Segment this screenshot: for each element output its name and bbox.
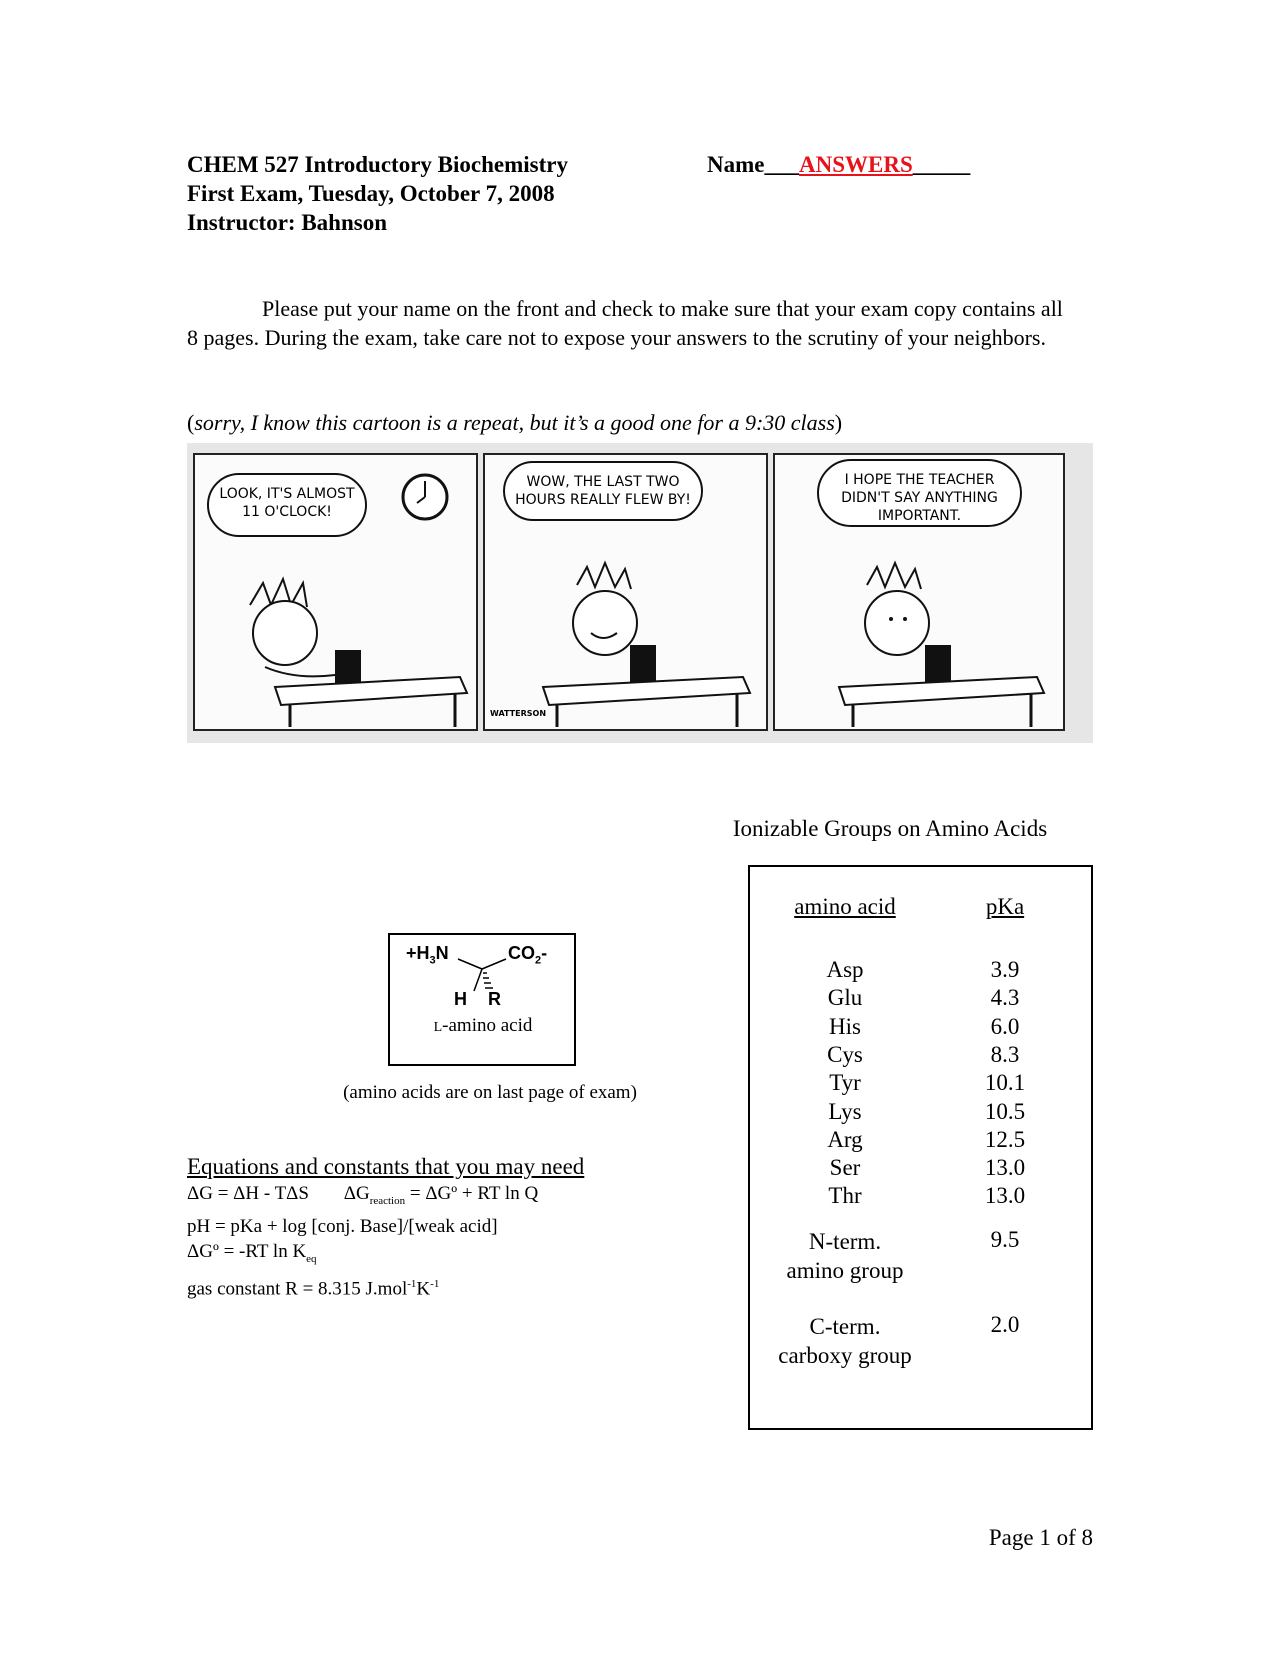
pka-row-value: 4.3 xyxy=(990,985,1020,1011)
comic-drawing-3 xyxy=(775,455,1067,733)
amino-acid-structure xyxy=(388,933,576,1066)
equation-4 xyxy=(187,1239,707,1272)
pka-row-value: 13.0 xyxy=(984,1183,1026,1209)
speech-bubble-1: LOOK, IT'S ALMOST 11 O'CLOCK! xyxy=(207,473,367,537)
amino-right-group: $CO_2-$ xyxy=(508,943,548,967)
eq2-left: ΔG xyxy=(343,1183,370,1204)
pka-row-amino-acid: Thr xyxy=(828,1183,862,1209)
instructor: Instructor: Bahnson xyxy=(187,210,388,235)
eq5-sup1: -1 xyxy=(407,1277,417,1290)
eq4-left: ΔGº = -RT ln K xyxy=(187,1240,307,1262)
name-label: Name___ xyxy=(707,152,799,177)
cterm-line1: C-term. xyxy=(809,1314,881,1339)
nterm-line2: amino group xyxy=(786,1258,904,1283)
pka-row-amino-acid: Asp xyxy=(826,957,864,982)
pka-table-title: Ionizable Groups on Amino Acids xyxy=(732,816,1048,841)
equations-block xyxy=(187,1153,707,1301)
pka-row-value: 13.0 xyxy=(984,1155,1026,1181)
amino-r: R xyxy=(488,989,501,1009)
amino-label xyxy=(390,1015,576,1037)
pka-row-amino-acid: Tyr xyxy=(829,1070,861,1096)
pka-header-amino-acid: amino acid xyxy=(794,894,896,919)
cartoon-caption-text: sorry, I know this cartoon is a repeat, but it’s a good one for a 9:30 class xyxy=(194,410,835,435)
comic-signature: WATTERSON xyxy=(490,709,547,718)
comic-panel-3 xyxy=(773,453,1065,731)
pka-row-value: 8.3 xyxy=(990,1041,1020,1067)
eq1-text: ΔG = ΔH - TΔS xyxy=(187,1183,309,1204)
exam-title: First Exam, Tuesday, October 7, 2008 xyxy=(187,181,555,206)
comic-strip xyxy=(187,443,1093,743)
comic-panel-2 xyxy=(483,453,768,731)
amino-note: (amino acids are on last page of exam) xyxy=(343,1082,637,1103)
pka-row-amino-acid: Glu xyxy=(827,985,863,1011)
equation-3: pH = pKa + log [conj. Base]/[weak acid] xyxy=(187,1215,498,1237)
equation-5 xyxy=(187,1272,707,1301)
amino-h: H xyxy=(454,989,467,1009)
header-block xyxy=(187,150,667,237)
instructions: Please put your name on the front and check to make sure that your exam copy contains all 8 pages. During the exam, take care not to expose your answers to the scrutiny of your neighbors. xyxy=(187,296,1063,350)
amino-label-rest: -amino acid xyxy=(442,1015,533,1036)
chiral-center-bonds xyxy=(390,935,576,1066)
pka-nterm-label xyxy=(750,1227,940,1285)
pka-row-value: 6.0 xyxy=(990,1013,1020,1039)
nterm-line1: N-term. xyxy=(808,1229,882,1254)
eq5-mid: K xyxy=(416,1277,431,1299)
pka-row-amino-acid: Arg xyxy=(827,1126,863,1152)
course-title: CHEM 527 Introductory Biochemistry xyxy=(187,152,568,177)
equation-1 xyxy=(187,1181,707,1214)
name-value: ANSWERS xyxy=(798,152,913,177)
cterm-line2: carboxy group xyxy=(778,1343,912,1368)
comic-drawing-1 xyxy=(195,455,480,733)
pka-table xyxy=(748,865,1093,1430)
eq4-sub: eq xyxy=(306,1252,317,1265)
pka-row-amino-acid: His xyxy=(829,1013,861,1039)
pka-cterm-label xyxy=(750,1312,940,1370)
cartoon-caption: (sorry, I know this cartoon is a repeat, but it’s a good one for a 9:30 class) xyxy=(187,410,843,435)
name-trail: _____ xyxy=(912,152,971,177)
pka-row-value: 10.5 xyxy=(984,1098,1026,1124)
eq2 xyxy=(343,1183,539,1207)
eq2-right: = ΔGº + RT ln Q xyxy=(405,1183,539,1204)
comic-panel-1 xyxy=(193,453,478,731)
pka-row-value: 3.9 xyxy=(990,957,1020,982)
eq5-left: gas constant R = 8.315 J.mol xyxy=(187,1277,408,1299)
page-number: Page 1 of 8 xyxy=(988,1525,1093,1550)
pka-nterm-value: 9.5 xyxy=(990,1227,1020,1252)
amino-left-group: $+H_3N$ xyxy=(406,943,449,967)
comic-drawing-2 xyxy=(485,455,770,733)
pka-row-amino-acid: Ser xyxy=(829,1155,861,1181)
equations-title: Equations and constants that you may need xyxy=(187,1154,585,1179)
speech-bubble-3: I HOPE THE TEACHER DIDN'T SAY ANYTHING IMPORTANT. xyxy=(817,459,1022,527)
speech-bubble-2: WOW, THE LAST TWO HOURS REALLY FLEW BY! xyxy=(503,461,703,521)
name-field xyxy=(707,150,1007,179)
pka-cterm-value: 2.0 xyxy=(990,1312,1020,1337)
pka-row-amino-acid: Cys xyxy=(827,1041,863,1067)
eq2-sub: reaction xyxy=(369,1194,406,1207)
eq5-sup2: -1 xyxy=(430,1277,440,1290)
pka-header-pka: pKa xyxy=(985,894,1025,919)
pka-row-value: 10.1 xyxy=(984,1070,1026,1096)
amino-label-prefix: L xyxy=(433,1020,443,1035)
pka-row-value: 12.5 xyxy=(984,1126,1026,1152)
pka-row-amino-acid: Lys xyxy=(828,1098,862,1124)
